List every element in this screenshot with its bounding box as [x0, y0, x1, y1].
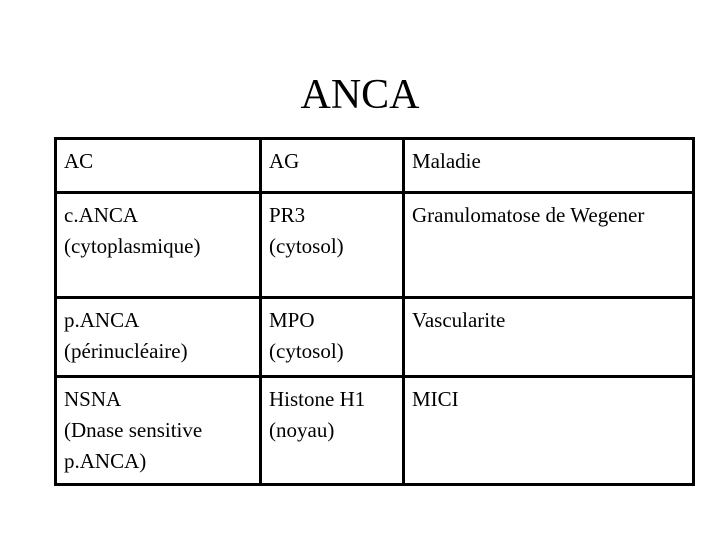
slide-title: ANCA: [300, 72, 420, 118]
header-maladie: Maladie: [404, 139, 694, 193]
cell-line: (cytosol): [269, 339, 344, 363]
cell-line: (Dnase sensitive: [64, 418, 203, 442]
cell-line: p.ANCA: [64, 308, 140, 332]
cell-line: MPO: [269, 308, 315, 332]
cell-maladie: [404, 298, 694, 377]
cell-line: p.ANCA): [64, 449, 147, 473]
cell-ag: [261, 298, 404, 377]
cell-line: (cytoplasmique): [64, 234, 201, 258]
cell-ag: [261, 377, 404, 485]
cell-ac: [56, 298, 261, 377]
cell-maladie: [404, 193, 694, 298]
cell-line: Histone H1: [269, 387, 366, 411]
cell-line: (périnucléaire): [64, 339, 188, 363]
cell-line: Vascularite: [412, 308, 506, 332]
anca-table: [54, 137, 695, 486]
cell-maladie: [404, 377, 694, 485]
cell-line: (noyau): [269, 418, 335, 442]
header-ag: AG: [261, 139, 404, 193]
table-row: [56, 377, 694, 485]
cell-ac: [56, 193, 261, 298]
cell-line: MICI: [412, 387, 459, 411]
cell-line: NSNA: [64, 387, 122, 411]
cell-ac: [56, 377, 261, 485]
cell-line: c.ANCA: [64, 203, 139, 227]
table-row: [56, 193, 694, 298]
cell-line: Granulomatose de Wegener: [412, 203, 645, 227]
cell-line: (cytosol): [269, 234, 344, 258]
cell-line: PR3: [269, 203, 306, 227]
header-ac: AC: [56, 139, 261, 193]
cell-ag: [261, 193, 404, 298]
table-header-row: [56, 139, 694, 193]
table-row: [56, 298, 694, 377]
